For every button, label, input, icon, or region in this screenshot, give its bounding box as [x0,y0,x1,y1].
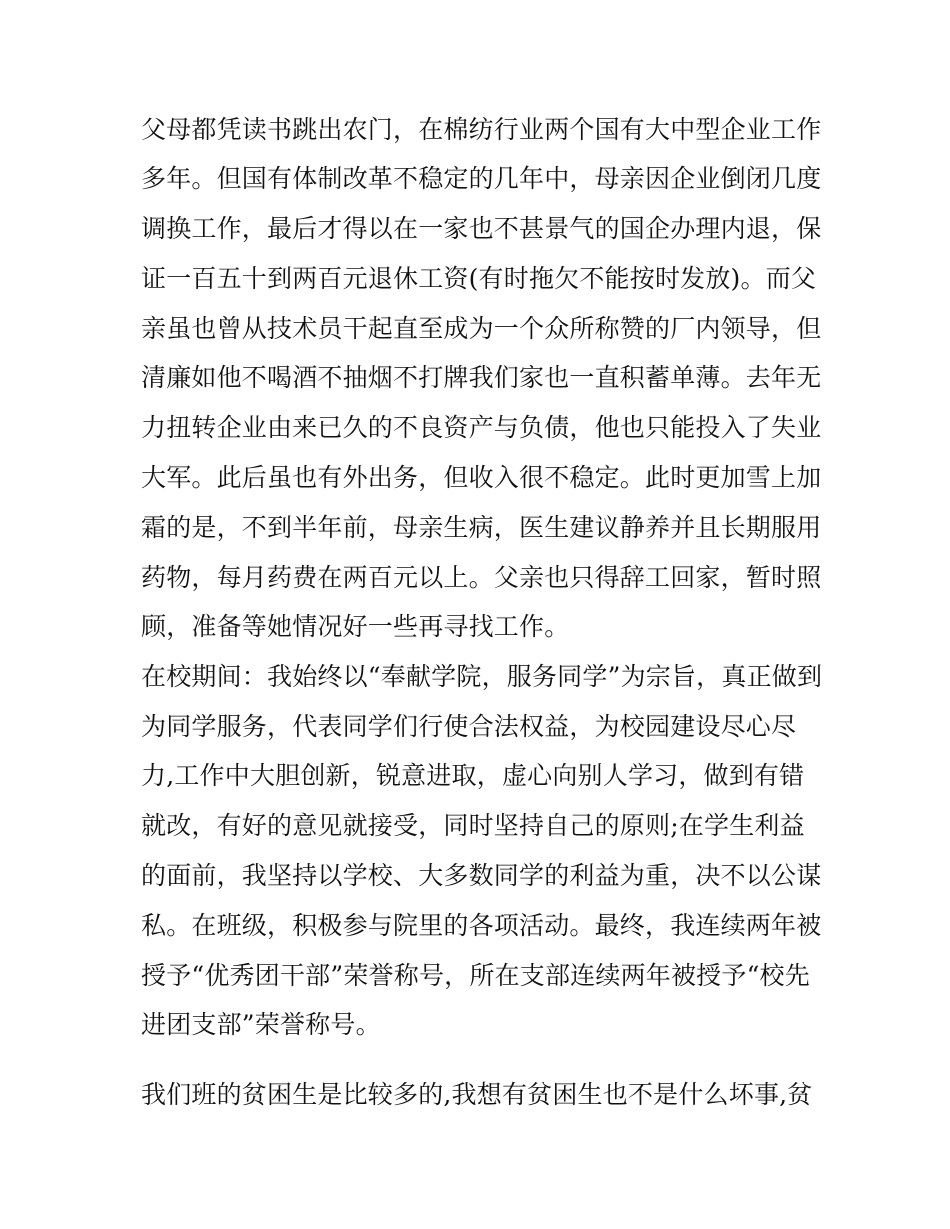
text-line: 多年。但国有体制改革不稳定的几年中，母亲因企业倒闭几度 [141,164,822,193]
text-line: 顾，准备等她情况好一些再寻找工作。 [141,612,570,641]
text-line: 我们班的贫困生是比较多的,我想有贫困生也不是什么坏事,贫 [141,1080,813,1109]
text-line: 进团支部”荣誉称号。 [141,1010,381,1039]
text-line: 证一百五十到两百元退休工资(有时拖欠不能按时发放)。而父 [141,264,817,293]
text-line: 大军。此后虽也有外出务，但收入很不稳定。此时更加雪上加 [141,463,822,492]
text-line: 力扭转企业由来已久的不良资产与负债，他也只能投入了失业 [141,413,822,442]
text-line: 调换工作，最后才得以在一家也不甚景气的国企办理内退，保 [141,214,822,243]
text-line: 为同学服务，代表同学们行使合法权益，为校园建设尽心尽 [141,712,797,741]
text-line: 清廉如他不喝酒不抽烟不打牌我们家也一直积蓄单薄。去年无 [141,363,822,392]
text-line: 就改，有好的意见就接受，同时坚持自己的原则;在学生利益 [141,811,805,840]
text-line: 力,工作中大胆创新，锐意进取，虚心向别人学习，做到有错 [141,761,805,790]
text-line: 父母都凭读书跳出农门，在棉纺行业两个国有大中型企业工作 [141,115,822,144]
text-line: 的面前，我坚持以学校、大多数同学的利益为重，决不以公谋 [141,861,822,890]
text-line: 药物，每月药费在两百元以上。父亲也只得辞工回家，暂时照 [141,563,822,592]
text-line: 亲虽也曾从技术员干起直至成为一个众所称赞的厂内领导，但 [141,314,822,343]
text-line: 授予“优秀团干部”荣誉称号，所在支部连续两年被授予“校先 [141,961,810,990]
text-line: 霜的是，不到半年前，母亲生病，医生建议静养并且长期服用 [141,513,822,542]
text-line: 在校期间：我始终以“奉献学院，服务同学”为宗旨，真正做到 [141,662,823,691]
text-line: 私。在班级，积极参与院里的各项活动。最终，我连续两年被 [141,911,822,940]
